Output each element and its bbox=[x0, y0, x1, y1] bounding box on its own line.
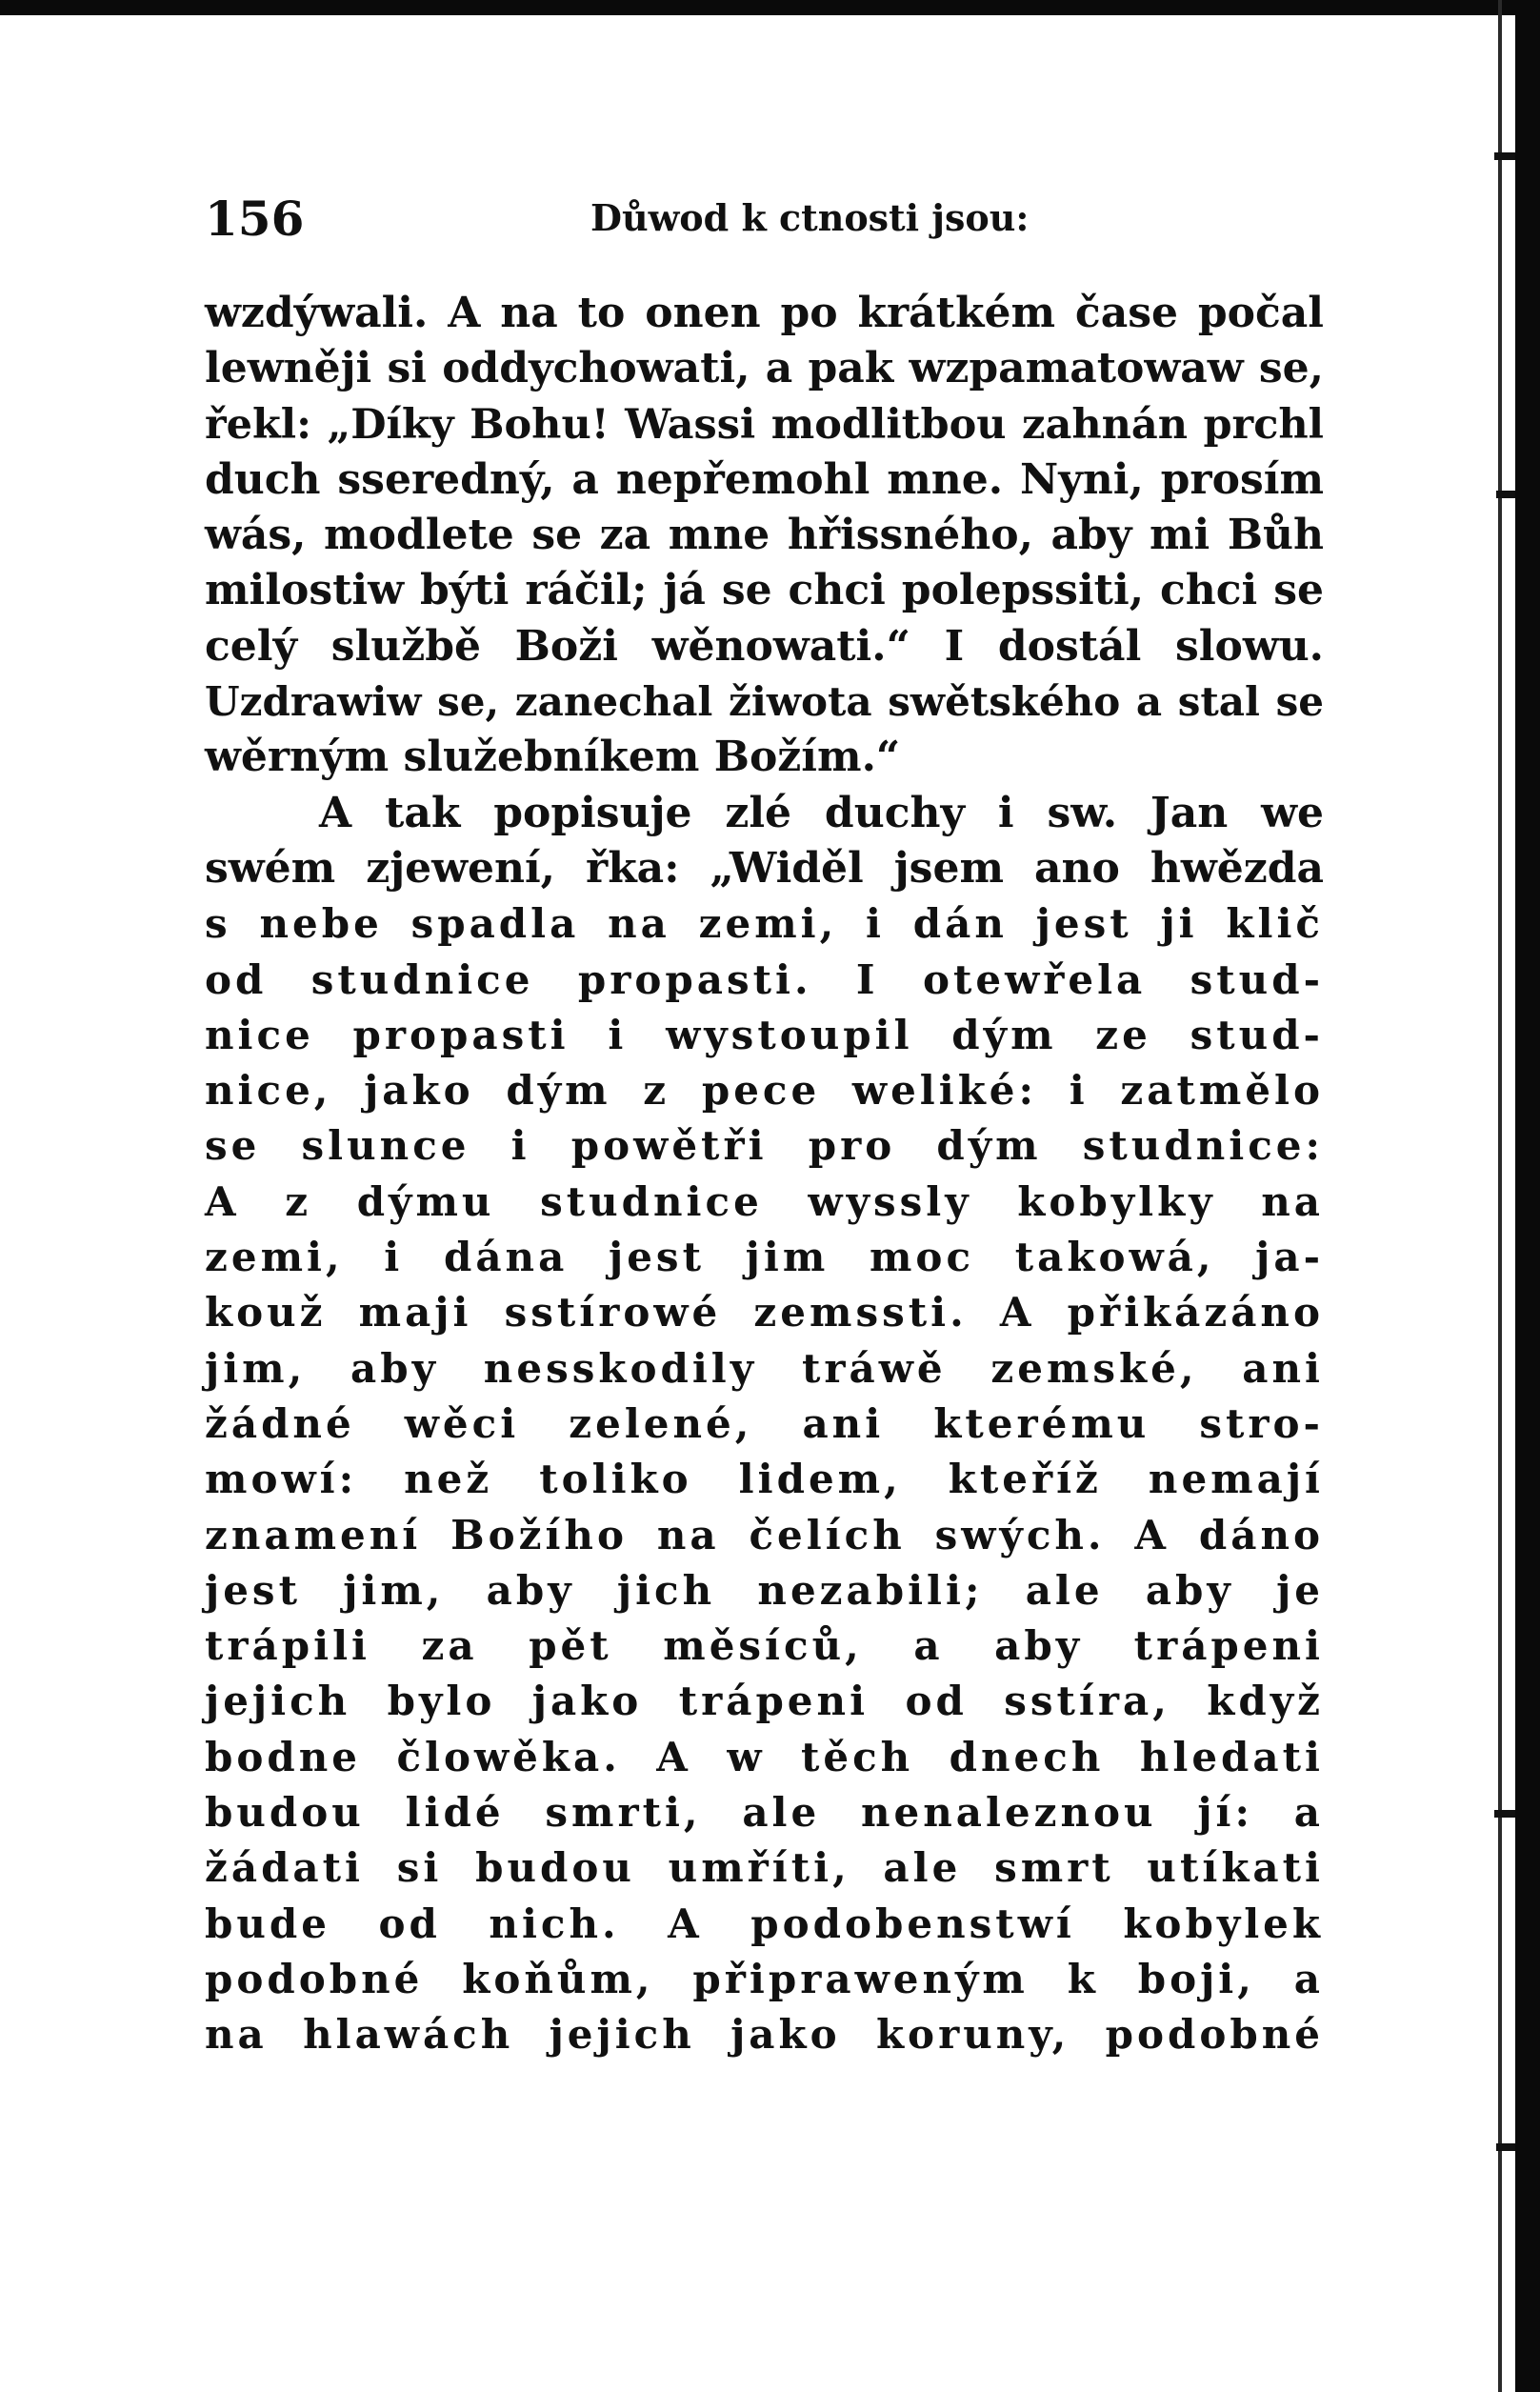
text-line: jim, aby nesskodily tráwě zemské, ani bbox=[205, 1344, 1324, 1392]
text-line: mowí: než toliko lidem, kteříž nemají bbox=[205, 1456, 1324, 1503]
text-line: jejich bylo jako trápeni od sstíra, když bbox=[205, 1678, 1324, 1725]
text-line: kouž maji sstírowé zemssti. A přikázáno bbox=[205, 1289, 1324, 1337]
text-line: lewněji si oddychowati, a pak wzpamatowaw se, bbox=[205, 344, 1324, 393]
text-line: od studnice propasti. I otewřela stud- bbox=[205, 955, 1324, 1003]
text-line: nice, jako dým z pece weliké: i zatmělo bbox=[205, 1067, 1324, 1115]
text-line: duch sseredný, a nepřemohl mne. Nyni, prosím bbox=[205, 454, 1324, 504]
scan-right-edge bbox=[1515, 0, 1540, 2392]
page-number: 156 bbox=[205, 191, 305, 247]
text-line: nice propasti i wystoupil dým ze stud- bbox=[205, 1011, 1324, 1058]
body-text bbox=[205, 286, 1324, 2063]
text-line: zemi, i dána jest jim moc takowá, ja- bbox=[205, 1234, 1324, 1281]
running-head: Důwod k ctnosti jsou: bbox=[590, 196, 1030, 239]
text-line: jest jim, aby jich nezabili; ale aby je bbox=[205, 1566, 1324, 1614]
page-header bbox=[205, 187, 1319, 253]
text-line: wěrným služebníkem Božím.“ bbox=[205, 733, 901, 782]
text-line: se slunce i powětři pro dým studnice: bbox=[205, 1122, 1324, 1170]
margin-mark bbox=[1496, 2143, 1515, 2151]
text-line: trápili za pět měsíců, a aby trápeni bbox=[205, 1622, 1324, 1670]
text-line: bude od nich. A podobenstwí kobylek bbox=[205, 1900, 1324, 1947]
margin-mark bbox=[1496, 491, 1515, 498]
scan-top-edge bbox=[0, 0, 1540, 15]
margin-mark bbox=[1494, 152, 1515, 160]
text-line: žádati si budou umříti, ale smrt utíkati bbox=[205, 1844, 1324, 1892]
text-line: swém zjewení, řka: „Widěl jsem ano hwězda bbox=[205, 843, 1324, 893]
text-line: bodne člowěka. A w těch dnech hledati bbox=[205, 1733, 1324, 1780]
text-line: wzdýwali. A na to onen po krátkém čase počal bbox=[205, 289, 1324, 337]
page-fold-line bbox=[1498, 0, 1502, 2392]
text-line: s nebe spadla na zemi, i dán jest ji klič bbox=[205, 900, 1324, 948]
text-line: podobné koňům, připraweným k boji, a bbox=[205, 1955, 1324, 2002]
text-line: celý službě Boži wěnowati.“ I dostál slowu. bbox=[205, 621, 1324, 671]
text-line: Uzdrawiw se, zanechal žiwota swětského a stal se bbox=[205, 678, 1324, 726]
text-line: A z dýmu studnice wyssly kobylky na bbox=[205, 1177, 1324, 1225]
text-line: A tak popisuje zlé duchy i sw. Jan we bbox=[319, 788, 1324, 837]
text-line: milostiw býti ráčil; já se chci polepssiti, chci se bbox=[205, 566, 1324, 615]
margin-mark bbox=[1494, 1810, 1515, 1818]
text-line: znamení Božího na čelích swých. A dáno bbox=[205, 1511, 1324, 1558]
text-line: budou lidé smrti, ale nenaleznou jí: a bbox=[205, 1789, 1324, 1837]
text-line: žádné wěci zelené, ani kterému stro- bbox=[205, 1399, 1324, 1447]
text-line: řekl: „Díky Bohu! Wassi modlitbou zahnán prchl bbox=[205, 400, 1324, 449]
text-line: na hlawách jejich jako koruny, podobné bbox=[205, 2011, 1324, 2059]
text-line: wás, modlete se za mne hřissného, aby mi Bůh bbox=[205, 511, 1324, 560]
